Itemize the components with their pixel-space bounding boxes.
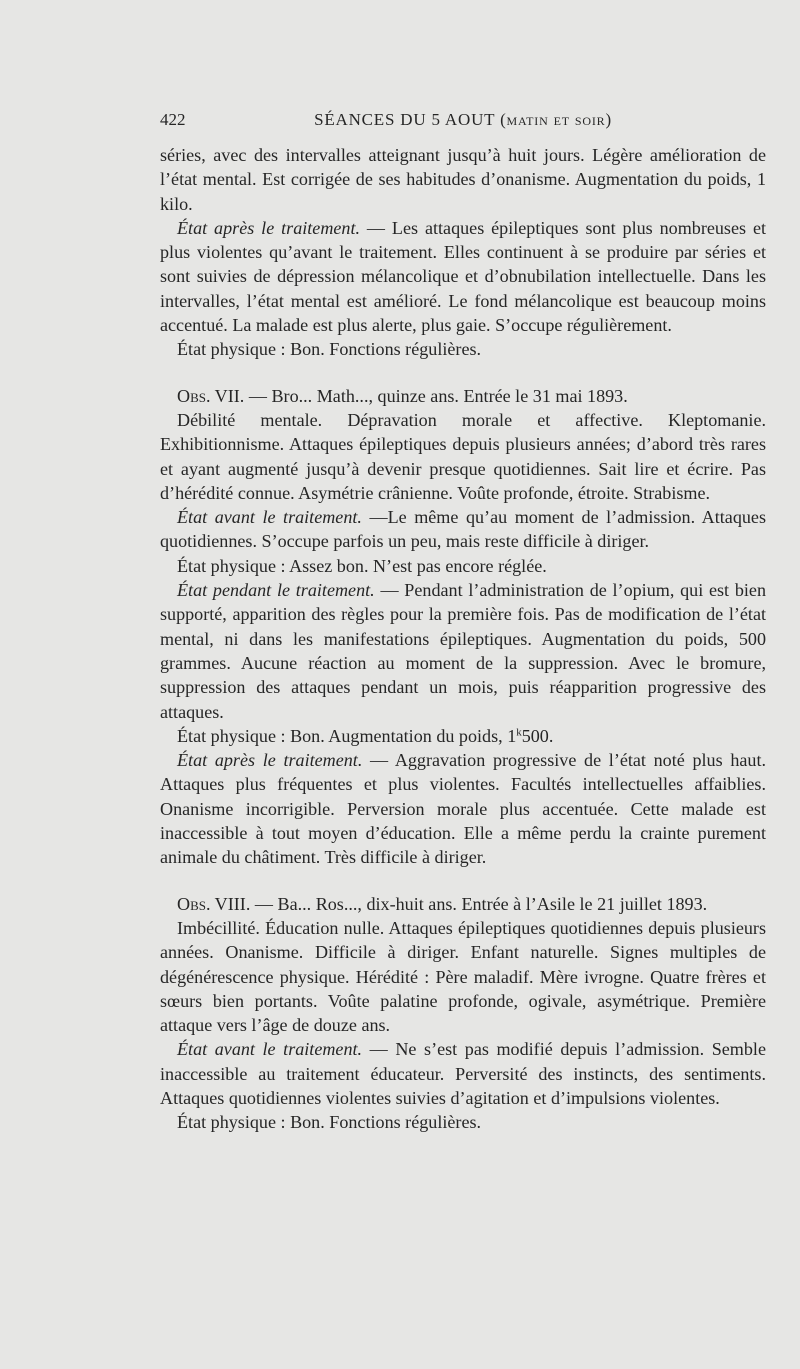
paragraph — [160, 1037, 766, 1110]
paragraph-text: — Pendant l’administration de l’opium, qui est bien supporté, apparition des règles pour la première fois. Pas de modification de l’état mental, ni dans les manifestations épileptiques. Augmentation du poids, 500 grammes. Aucune réaction au moment de la suppression. Avec le bromure, suppression des attaques pendant un mois, puis réapparition progressive des attaques. — [160, 580, 766, 722]
paragraph — [160, 748, 766, 869]
section-label: État après le traitement. — [177, 217, 361, 238]
paragraph-text: État physique : Bon. Augmentation du poids, 1 — [177, 725, 517, 746]
paragraph: Imbécillité. Éducation nulle. Attaques épileptiques quotidiennes depuis plusieurs années. Onanisme. Difficile à diriger. Enfant naturelle. Signes multiples de dégénérescence physique. Hérédité : Père maladif. Mère ivrogne. Quatre frères et sœurs bien portants. Voûte palatine profonde, ogivale, asymétrique. Première attaque vers l’âge de douze ans. — [160, 917, 766, 1036]
running-title-smallcaps: matin et soir — [506, 110, 606, 129]
paragraph: séries, avec des intervalles atteignant jusqu’à huit jours. Légère amélioration de l’état mental. Est corrigée de ses habitudes d’onanisme. Augmentation du poids, 1 kilo. — [160, 145, 766, 214]
paragraph: État physique : Assez bon. N’est pas encore réglée. — [177, 555, 547, 576]
page-body — [160, 143, 766, 1135]
observation-label: Obs. VII. — [177, 385, 245, 406]
section-label: État avant le traitement. — [177, 1039, 363, 1060]
paragraph-text: — Aggravation progressive de l’état noté plus haut. Attaques plus fréquentes et plus violentes. Facultés intellectuelles affaiblies. Onanisme incorrigible. Perversion morale plus accentuée. Cette malade est inaccessible à tout moyen d’éducation. Elle a même perdu la crainte purement animale du châtiment. Très difficile à diriger. — [160, 750, 766, 868]
page-number: 422 — [160, 110, 186, 129]
page-header — [160, 110, 766, 136]
paragraph — [160, 724, 766, 748]
observation-text: — Bro... Math..., quinze ans. Entrée le 31 mai 1893. — [244, 385, 628, 406]
paragraph: Débilité mentale. Dépravation morale et affective. Kleptomanie. Exhibitionnisme. Attaques épileptiques depuis plusieurs années; d’abord très rares et ayant augmenté jusqu’à devenir presque quotidiennes. Sait lire et écrire. Pas d’hérédité connue. Asymétrie crânienne. Voûte profonde, étroite. Strabisme. — [160, 409, 766, 503]
paragraph: État physique : Bon. Fonctions régulières. — [177, 1112, 482, 1133]
paragraph-text: — Les attaques épileptiques sont plus nombreuses et plus violentes qu’avant le traitement. Elles continuent à se produire par séries et sont suivies de dépression mélancolique et d’obnubilation intellectuelle. Dans les intervalles, l’état mental est amélioré. Le fond mélancolique est beaucoup moins accentué. La malade est plus alerte, plus gaie. S’occupe régulièrement. — [160, 217, 766, 336]
paragraph — [160, 505, 766, 554]
paragraph — [160, 216, 766, 337]
running-title — [160, 110, 766, 130]
section-label: État avant le traitement. — [177, 507, 362, 528]
section-label: État après le traitement. — [177, 750, 363, 771]
observation-heading — [160, 892, 766, 916]
observation-text: — Ba... Ros..., dix-huit ans. Entrée à l’Asile le 21 juillet 1893. — [250, 893, 708, 914]
observation-heading — [160, 384, 766, 408]
running-title-caps: SÉANCES DU 5 AOUT ( — [314, 110, 507, 129]
paragraph-text: — Ne s’est pas modifié depuis l’admission. Semble inaccessible au traitement éducateur. Perversité des instincts, des sentiments. Attaques quotidiennes violentes suivies d’agitation et d’impulsions violentes. — [160, 1039, 766, 1108]
paragraph: État physique : Bon. Fonctions régulières. — [177, 339, 482, 360]
section-label: État pendant le traitement. — [177, 580, 375, 601]
paragraph-text-end: 500. — [521, 725, 554, 746]
paragraph — [160, 578, 766, 724]
running-title-close: ) — [605, 110, 612, 129]
observation-label: Obs. VIII. — [177, 893, 251, 914]
paragraph-text: —Le même qu’au moment de l’admission. Attaques quotidiennes. S’occupe parfois un peu, mais reste difficile à diriger. — [160, 507, 766, 552]
superscript: k — [516, 726, 522, 739]
